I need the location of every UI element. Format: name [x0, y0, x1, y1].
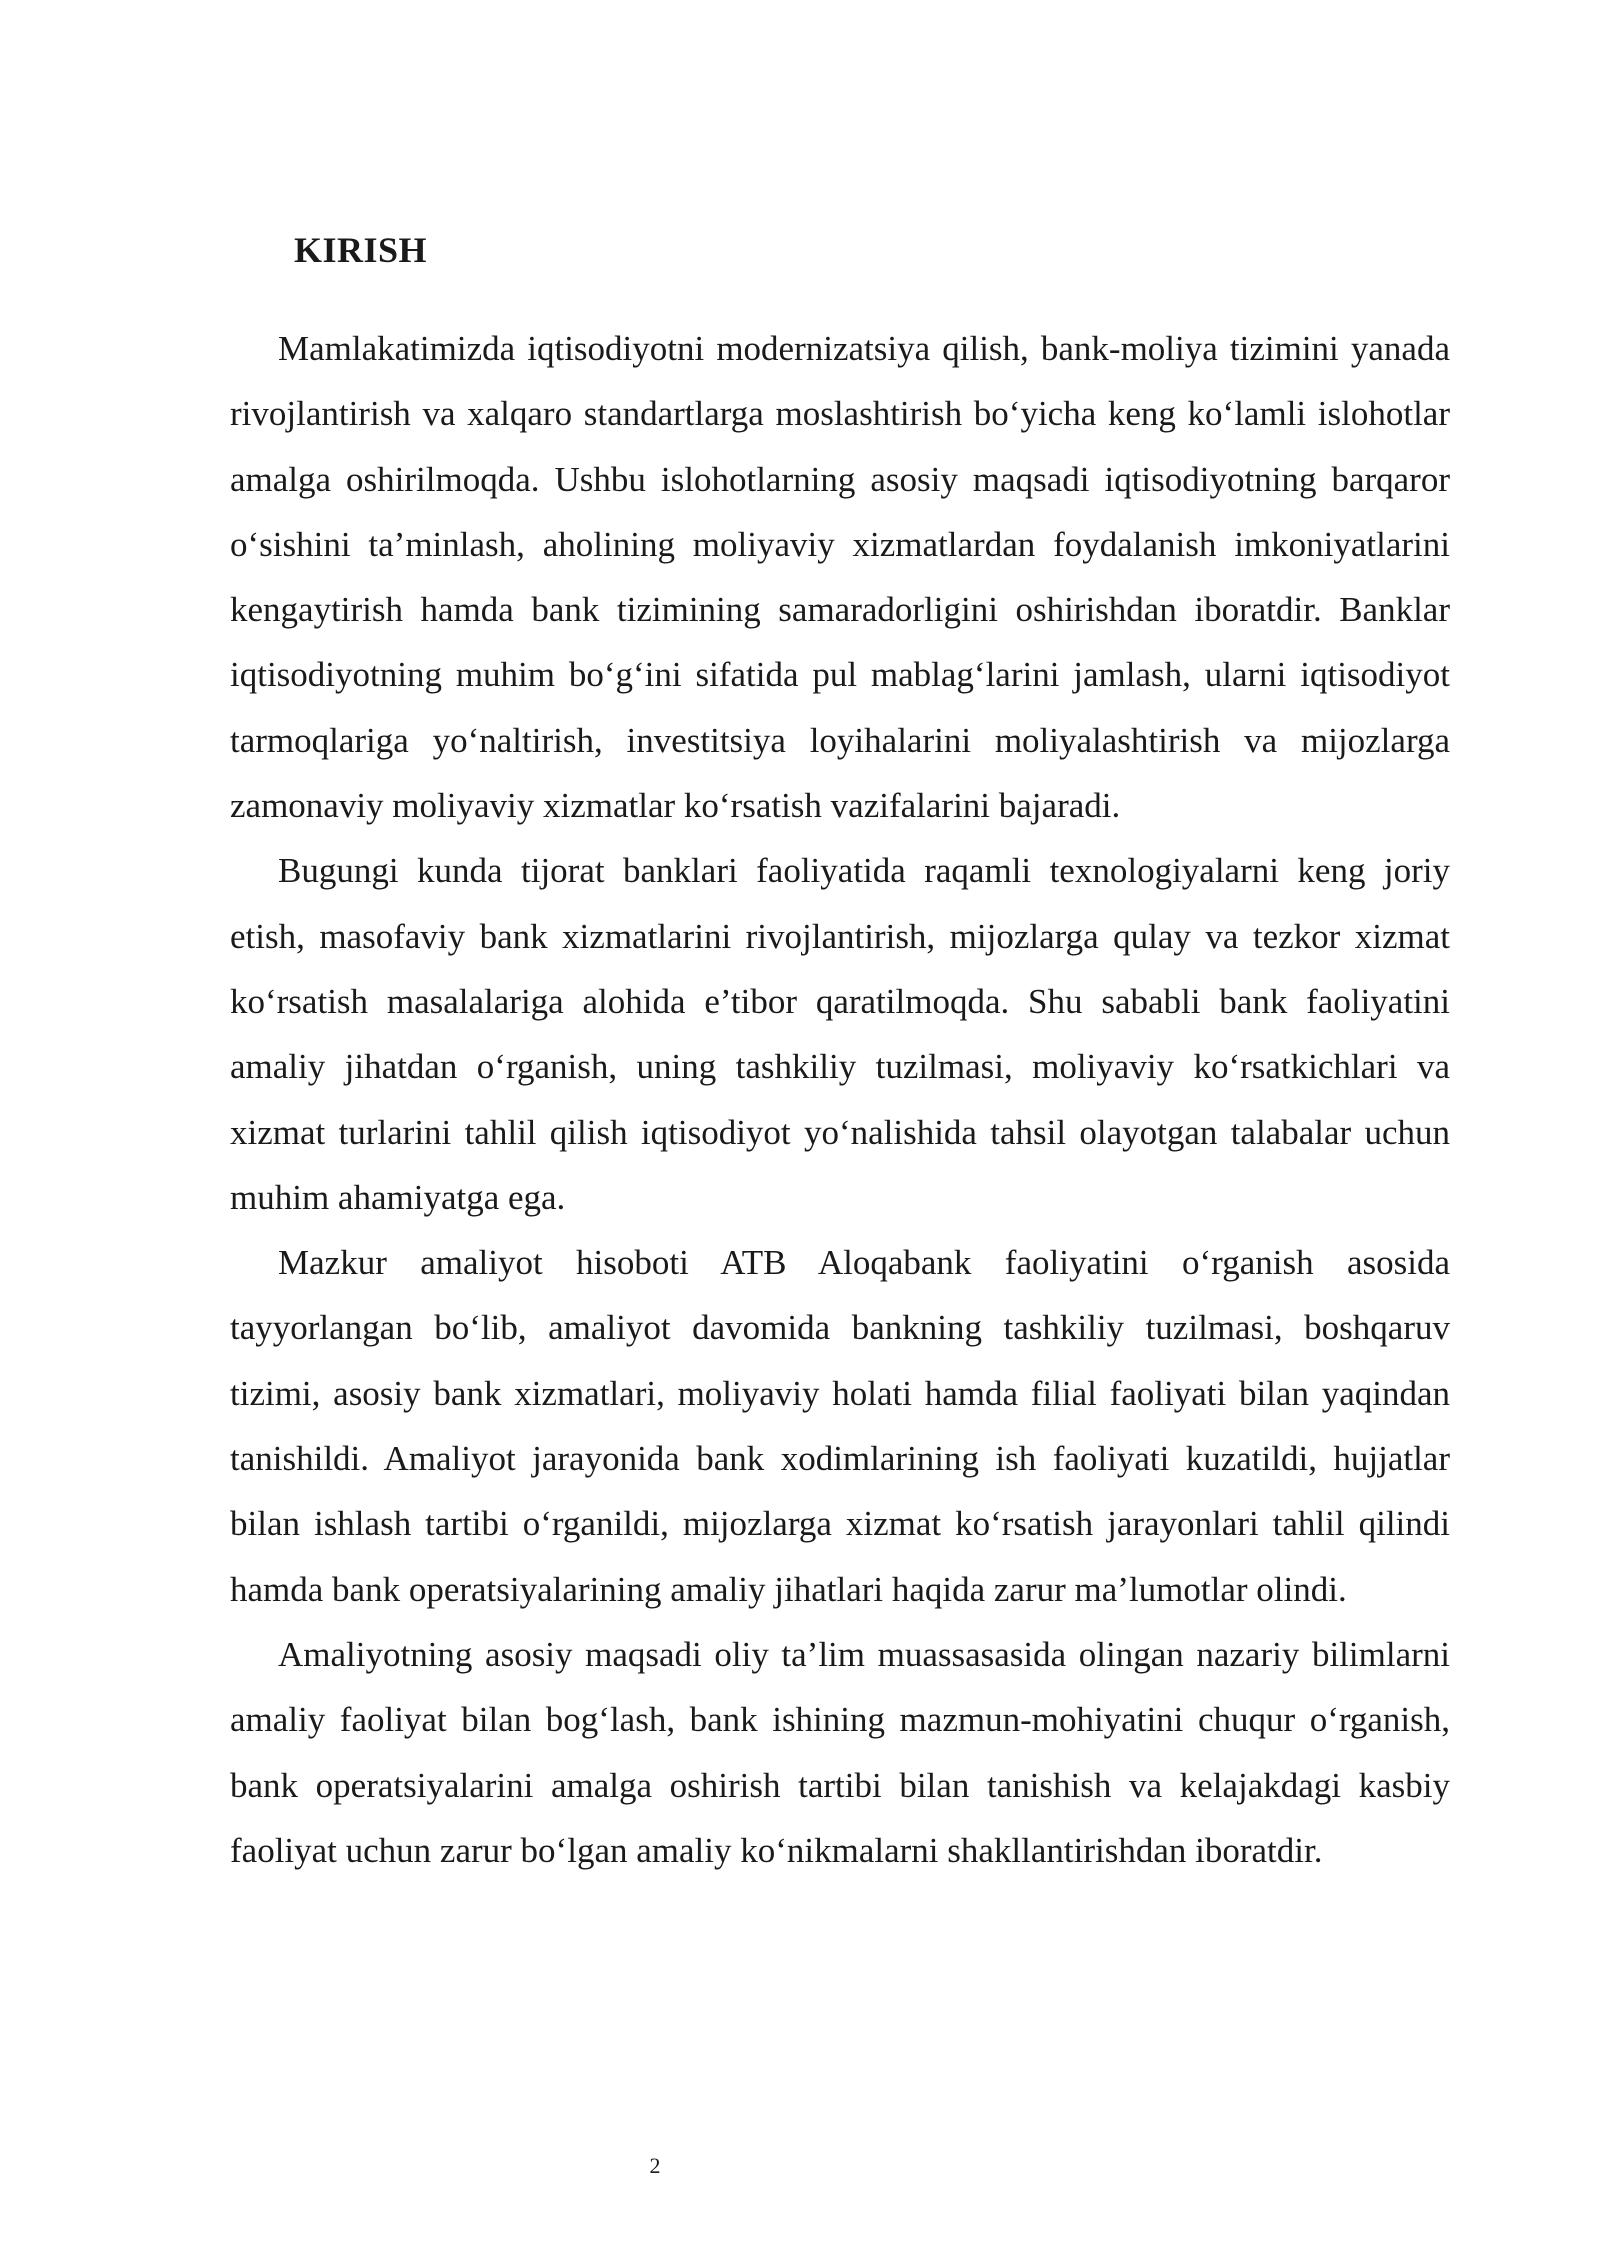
body-text — [230, 316, 1450, 1883]
paragraph-2: Bugungi kunda tijorat banklari faoliyatida raqamli texnologiyalarni keng joriy etish, masofaviy bank xizmatlarini rivojlantirish, mijozlarga qulay va tezkor xizmat ko‘rsatish masalalariga alohida e’tibor qaratilmoqda. Shu sababli bank faoliyatini amaliy jihatdan o‘rganish, uning tashkiliy tuzilmasi, moliyaviy ko‘rsatkichlari va xizmat turlarini tahlil qilish iqtisodiyot yo‘nalishida tahsil olayotgan talabalar uchun muhim ahamiyatga ega. — [230, 851, 1450, 1217]
section-heading: KIRISH — [294, 230, 428, 270]
paragraph-1: Mamlakatimizda iqtisodiyotni modernizatsiya qilish, bank-moliya tizimini yanada rivojlantirish va xalqaro standartlarga moslashtirish bo‘yicha keng ko‘lamli islohotlar amalga oshirilmoqda. Ushbu islohotlarning asosiy maqsadi iqtisodiyotning barqaror o‘sishini ta’minlash, aholining moliyaviy xizmatlardan foydalanish imkoniyatlarini kengaytirish hamda bank tizimining samaradorligini oshirishdan iboratdir. Banklar iqtisodiyotning muhim bo‘g‘ini sifatida pul mablag‘larini jamlash, ularni iqtisodiyot tarmoqlariga yo‘naltirish, investitsiya loyihalarini moliyalashtirish va mijozlarga zamonaviy moliyaviy xizmatlar ko‘rsatish vazifalarini bajaradi. — [230, 329, 1450, 826]
paragraph-4: Amaliyotning asosiy maqsadi oliy ta’lim muassasasida olingan nazariy bilimlarni amaliy faoliyat bilan bog‘lash, bank ishining mazmun-mohiyatini chuqur o‘rganish, bank operatsiyalarini amalga oshirish tartibi bilan tanishish va kelajakdagi kasbiy faoliyat uchun zarur bo‘lgan amaliy ko‘nikmalarni shakllantirishdan iboratdir. — [230, 1634, 1450, 1870]
page-number: 2 — [649, 2153, 661, 2178]
paragraph-3: Mazkur amaliyot hisoboti ATB Aloqabank faoliyatini o‘rganish asosida tayyorlangan bo‘lib, amaliyot davomida bankning tashkiliy tuzilmasi, boshqaruv tizimi, asosiy bank xizmatlari, moliyaviy holati hamda filial faoliyati bilan yaqindan tanishildi. Amaliyot jarayonida bank xodimlarining ish faoliyati kuzatildi, hujjatlar bilan ishlash tartibi o‘rganildi, mijozlarga xizmat ko‘rsatish jarayonlari tahlil qilindi hamda bank operatsiyalarining amaliy jihatlari haqida zarur ma’lumotlar olindi. — [230, 1243, 1450, 1609]
